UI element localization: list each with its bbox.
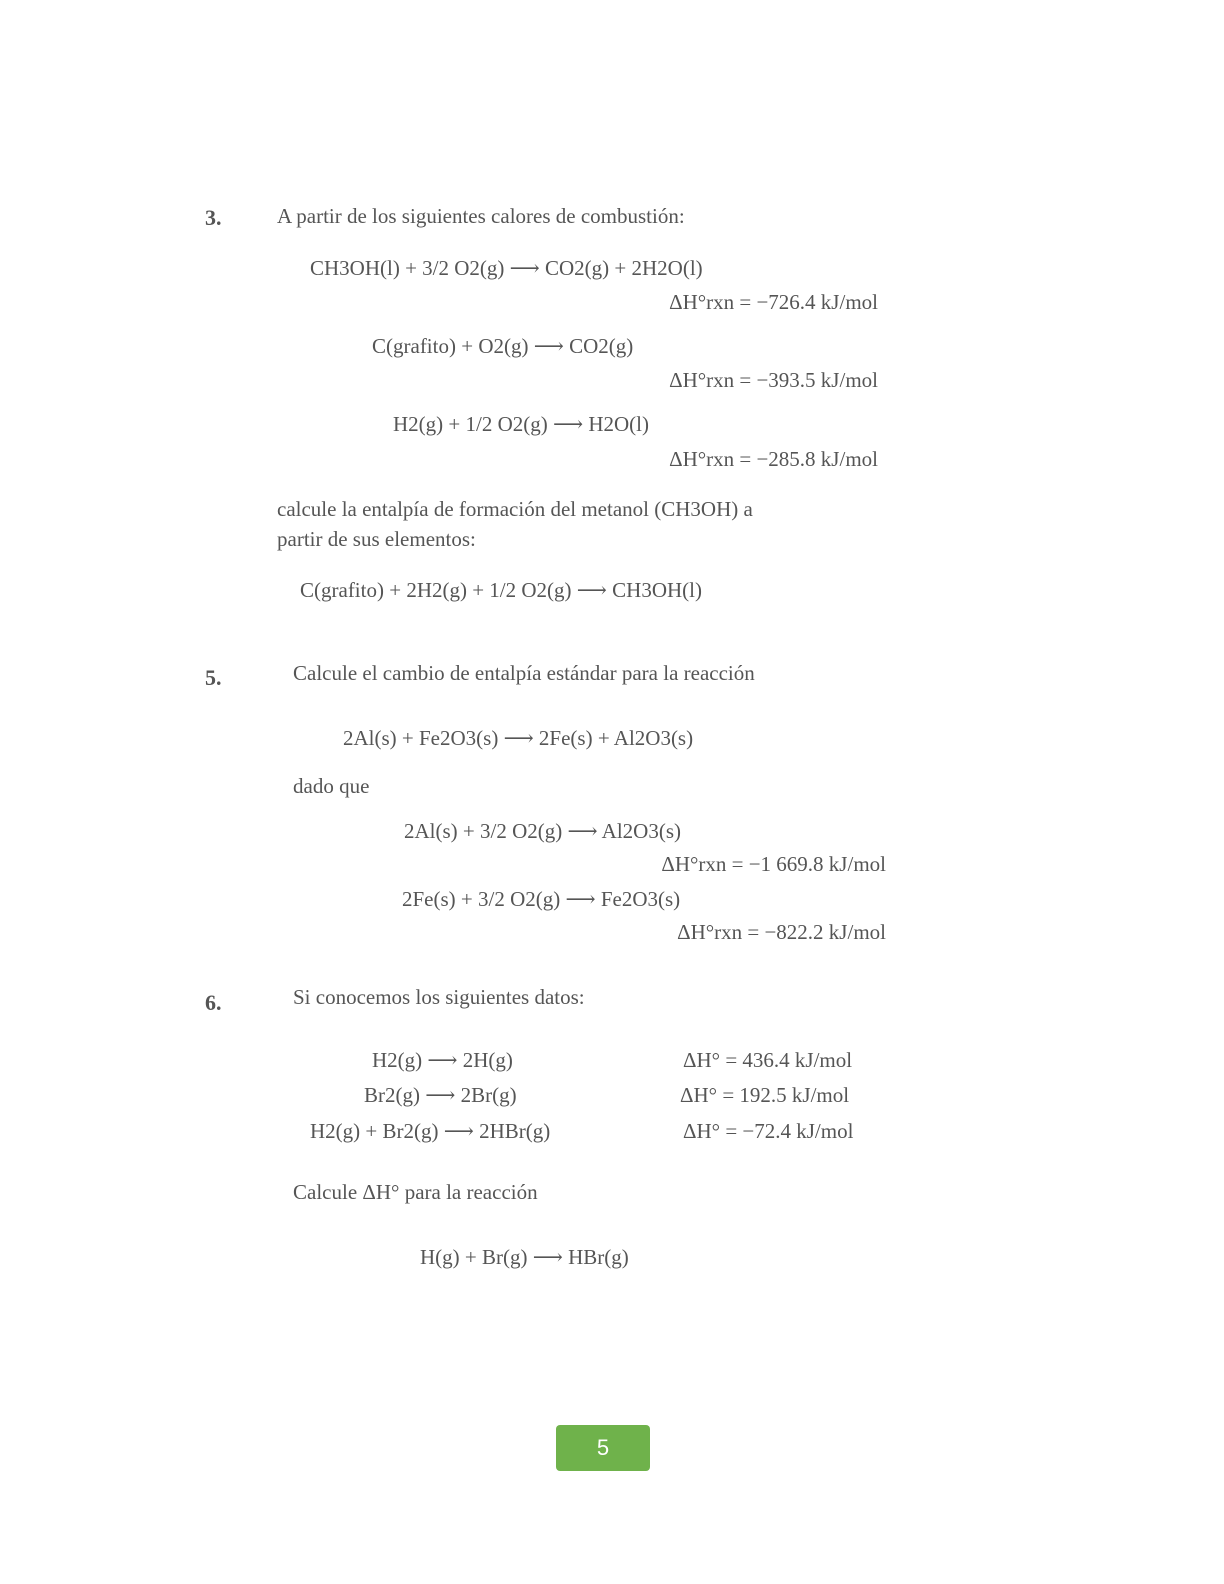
problem-6-dh-2: ΔH° = 192.5 kJ/mol — [680, 1083, 850, 1107]
page-number: 5 — [596, 1435, 610, 1460]
problem-3-dh-3: ΔH°rxn = −285.8 kJ/mol — [669, 447, 878, 471]
problem-5-reaction-2: 2Fe(s) + 3/2 O2(g) ⟶ Fe2O3(s) — [402, 887, 681, 911]
problem-5-dh-2: ΔH°rxn = −822.2 kJ/mol — [677, 920, 886, 944]
problem-3-reaction-3: H2(g) + 1/2 O2(g) ⟶ H2O(l) — [393, 412, 649, 436]
problem-6-number: 6. — [205, 990, 222, 1015]
problem-6-question: Calcule ΔH° para la reacción — [293, 1180, 538, 1204]
problem-6-reaction-1: H2(g) ⟶ 2H(g) — [372, 1048, 513, 1072]
problem-3-dh-1: ΔH°rxn = −726.4 kJ/mol — [669, 290, 878, 314]
problem-5-reaction-1: 2Al(s) + 3/2 O2(g) ⟶ Al2O3(s) — [404, 819, 682, 843]
problem-3-intro: A partir de los siguientes calores de combustión: — [277, 204, 685, 228]
problem-6-intro: Si conocemos los siguientes datos: — [293, 985, 585, 1009]
problem-5-given-label: dado que — [293, 774, 370, 798]
problem-3-target-reaction: C(grafito) + 2H2(g) + 1/2 O2(g) ⟶ CH3OH(l) — [300, 578, 702, 602]
page-number-badge — [556, 1425, 650, 1471]
problem-3-question-line-2: partir de sus elementos: — [277, 527, 476, 551]
problem-5-intro: Calcule el cambio de entalpía estándar para la reacción — [293, 661, 755, 685]
problem-6-reaction-2: Br2(g) ⟶ 2Br(g) — [364, 1083, 517, 1107]
problem-5-dh-1: ΔH°rxn = −1 669.8 kJ/mol — [661, 852, 886, 876]
problem-6-dh-3: ΔH° = −72.4 kJ/mol — [683, 1119, 854, 1143]
problem-3-question-line-1: calcule la entalpía de formación del metanol (CH3OH) a — [277, 497, 753, 521]
problem-3-number: 3. — [205, 205, 222, 230]
problem-5-target-reaction: 2Al(s) + Fe2O3(s) ⟶ 2Fe(s) + Al2O3(s) — [343, 726, 694, 750]
problem-6-reaction-3: H2(g) + Br2(g) ⟶ 2HBr(g) — [310, 1119, 551, 1143]
problem-3-reaction-2: C(grafito) + O2(g) ⟶ CO2(g) — [372, 334, 634, 358]
problem-3-dh-2: ΔH°rxn = −393.5 kJ/mol — [669, 368, 878, 392]
problem-5-number: 5. — [205, 665, 222, 690]
problem-6-dh-1: ΔH° = 436.4 kJ/mol — [683, 1048, 853, 1072]
problem-6-target-reaction: H(g) + Br(g) ⟶ HBr(g) — [420, 1245, 629, 1269]
problem-3-reaction-1: CH3OH(l) + 3/2 O2(g) ⟶ CO2(g) + 2H2O(l) — [310, 256, 703, 280]
